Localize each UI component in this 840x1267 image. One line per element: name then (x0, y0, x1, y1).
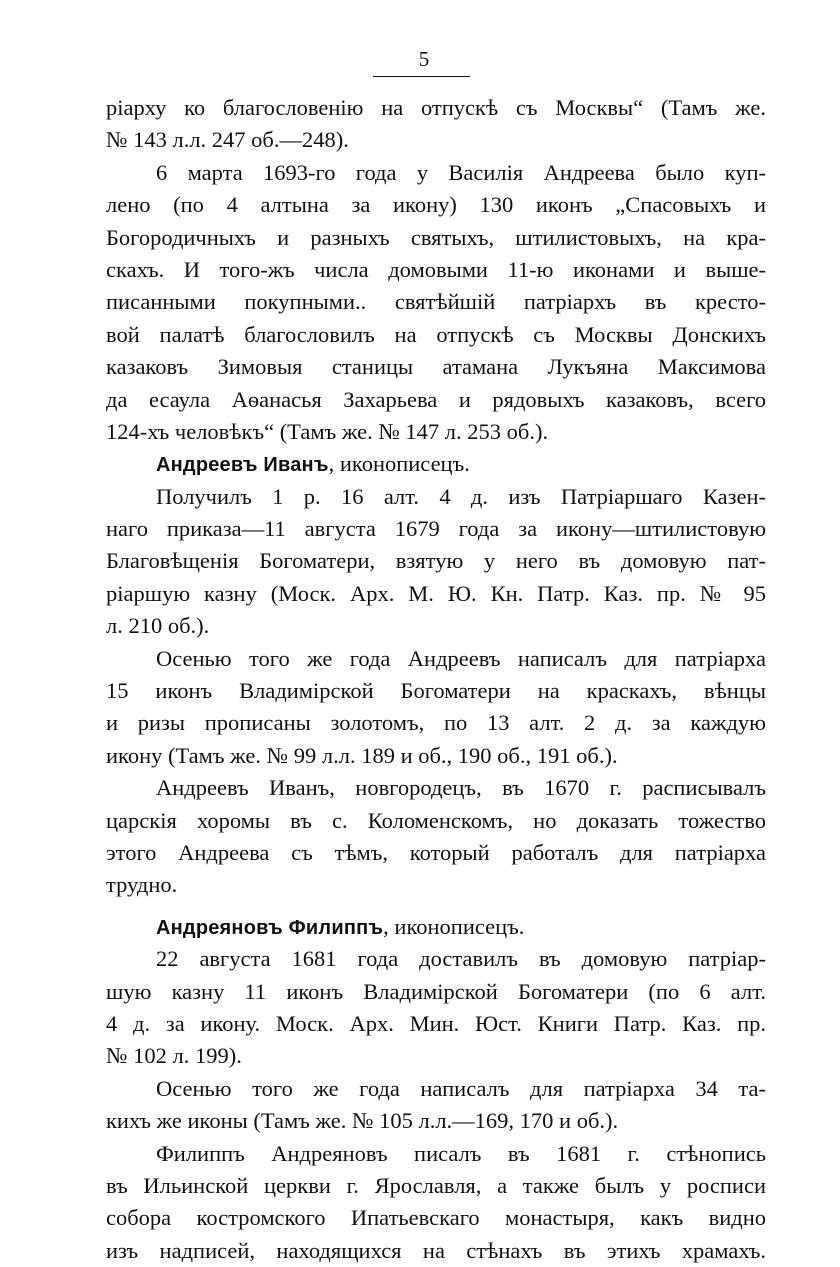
header-rule (373, 76, 470, 77)
page-body (106, 92, 766, 1267)
text-line: скахъ. И того-жъ числа домовыми 11-ю иконами и выше- (106, 254, 766, 286)
entry-headword: Андреевъ Иванъ (156, 454, 329, 476)
text-line: 4 д. за икону. Моск. Арх. Мин. Юст. Книги Патр. Каз. пр. (106, 1008, 766, 1040)
text-line: трудно. (106, 869, 766, 901)
text-line: икону (Тамъ же. № 99 л.л. 189 и об., 190 об., 191 об.). (106, 740, 766, 772)
paragraph (106, 92, 766, 157)
text-line: Богородичныхъ и разныхъ святыхъ, штилистовыхъ, на кра- (106, 222, 766, 254)
text-line: лено (по 4 алтына за икону) 130 иконъ „Спасовыхъ и (106, 189, 766, 221)
paragraph (106, 643, 766, 773)
text-line: казаковъ Зимовыя станицы атамана Лукъяна Максимова (106, 351, 766, 383)
entry-role: , иконописецъ. (383, 914, 524, 939)
text-line: ріаршую казну (Моск. Арх. М. Ю. Кн. Патр. Каз. пр. № 95 (106, 578, 766, 610)
text-line: 6 марта 1693-го года у Василія Андреева было куп- (106, 157, 766, 189)
text-line: 15 иконъ Владимірской Богоматери на краскахъ, вѣнцы (106, 675, 766, 707)
entry-role: , иконописецъ. (329, 451, 470, 476)
paragraph (106, 1073, 766, 1138)
text-line: да есаула Аѳанасья Захарьева и рядовыхъ казаковъ, всего (106, 384, 766, 416)
entry-headword: Андреяновъ Филиппъ (156, 917, 383, 939)
text-line: № 102 л. 199). (106, 1040, 766, 1072)
entry-heading (106, 911, 766, 943)
paragraph (106, 943, 766, 1073)
text-line: Получилъ 1 р. 16 алт. 4 д. изъ Патріаршаго Казен- (106, 481, 766, 513)
text-line: Андреевъ Иванъ, новгородецъ, въ 1670 г. расписывалъ (106, 772, 766, 804)
text-line: въ Ильинской церкви г. Ярославля, а также былъ у росписи (106, 1170, 766, 1202)
page-number: 5 (0, 46, 840, 72)
paragraph (106, 157, 766, 449)
text-line: Осенью того же года Андреевъ написалъ для патріарха (106, 643, 766, 675)
text-line: собора костромского Ипатьевскаго монастыря, какъ видно (106, 1202, 766, 1234)
text-line: вой палатѣ благословилъ на отпускѣ съ Москвы Донскихъ (106, 319, 766, 351)
text-line: и ризы прописаны золотомъ, по 13 алт. 2 д. за каждую (106, 707, 766, 739)
paragraph (106, 1138, 766, 1267)
paragraph (106, 481, 766, 643)
text-line: царскія хоромы въ с. Коломенскомъ, но доказать тожество (106, 805, 766, 837)
text-line: ріарху ко благословенію на отпускѣ съ Москвы“ (Тамъ же. (106, 92, 766, 124)
text-line: Благовѣщенія Богоматери, взятую у него въ домовую пат- (106, 545, 766, 577)
text-line: Филиппъ Андреяновъ писалъ въ 1681 г. стѣнопись (106, 1138, 766, 1170)
text-line: наго приказа—11 августа 1679 года за икону—штилистовую (106, 513, 766, 545)
entry-heading (106, 448, 766, 480)
text-line: 124-хъ человѣкъ“ (Тамъ же. № 147 л. 253 об.). (106, 416, 766, 448)
paragraph (106, 772, 766, 902)
text-line: кихъ же иконы (Тамъ же. № 105 л.л.—169, 170 и об.). (106, 1105, 766, 1137)
text-line: шую казну 11 иконъ Владимірской Богоматери (по 6 алт. (106, 976, 766, 1008)
text-line: л. 210 об.). (106, 610, 766, 642)
text-line: 22 августа 1681 года доставилъ въ домовую патріар- (106, 943, 766, 975)
text-line: изъ надписей, находящихся на стѣнахъ въ этихъ храмахъ. (106, 1235, 766, 1267)
text-line: № 143 л.л. 247 об.—248). (106, 124, 766, 156)
text-line: этого Андреева съ тѣмъ, который работалъ для патріарха (106, 837, 766, 869)
text-line: писанными покупными.. святѣйшій патріархъ въ кресто- (106, 286, 766, 318)
text-line: Осенью того же года написалъ для патріарха 34 та- (106, 1073, 766, 1105)
